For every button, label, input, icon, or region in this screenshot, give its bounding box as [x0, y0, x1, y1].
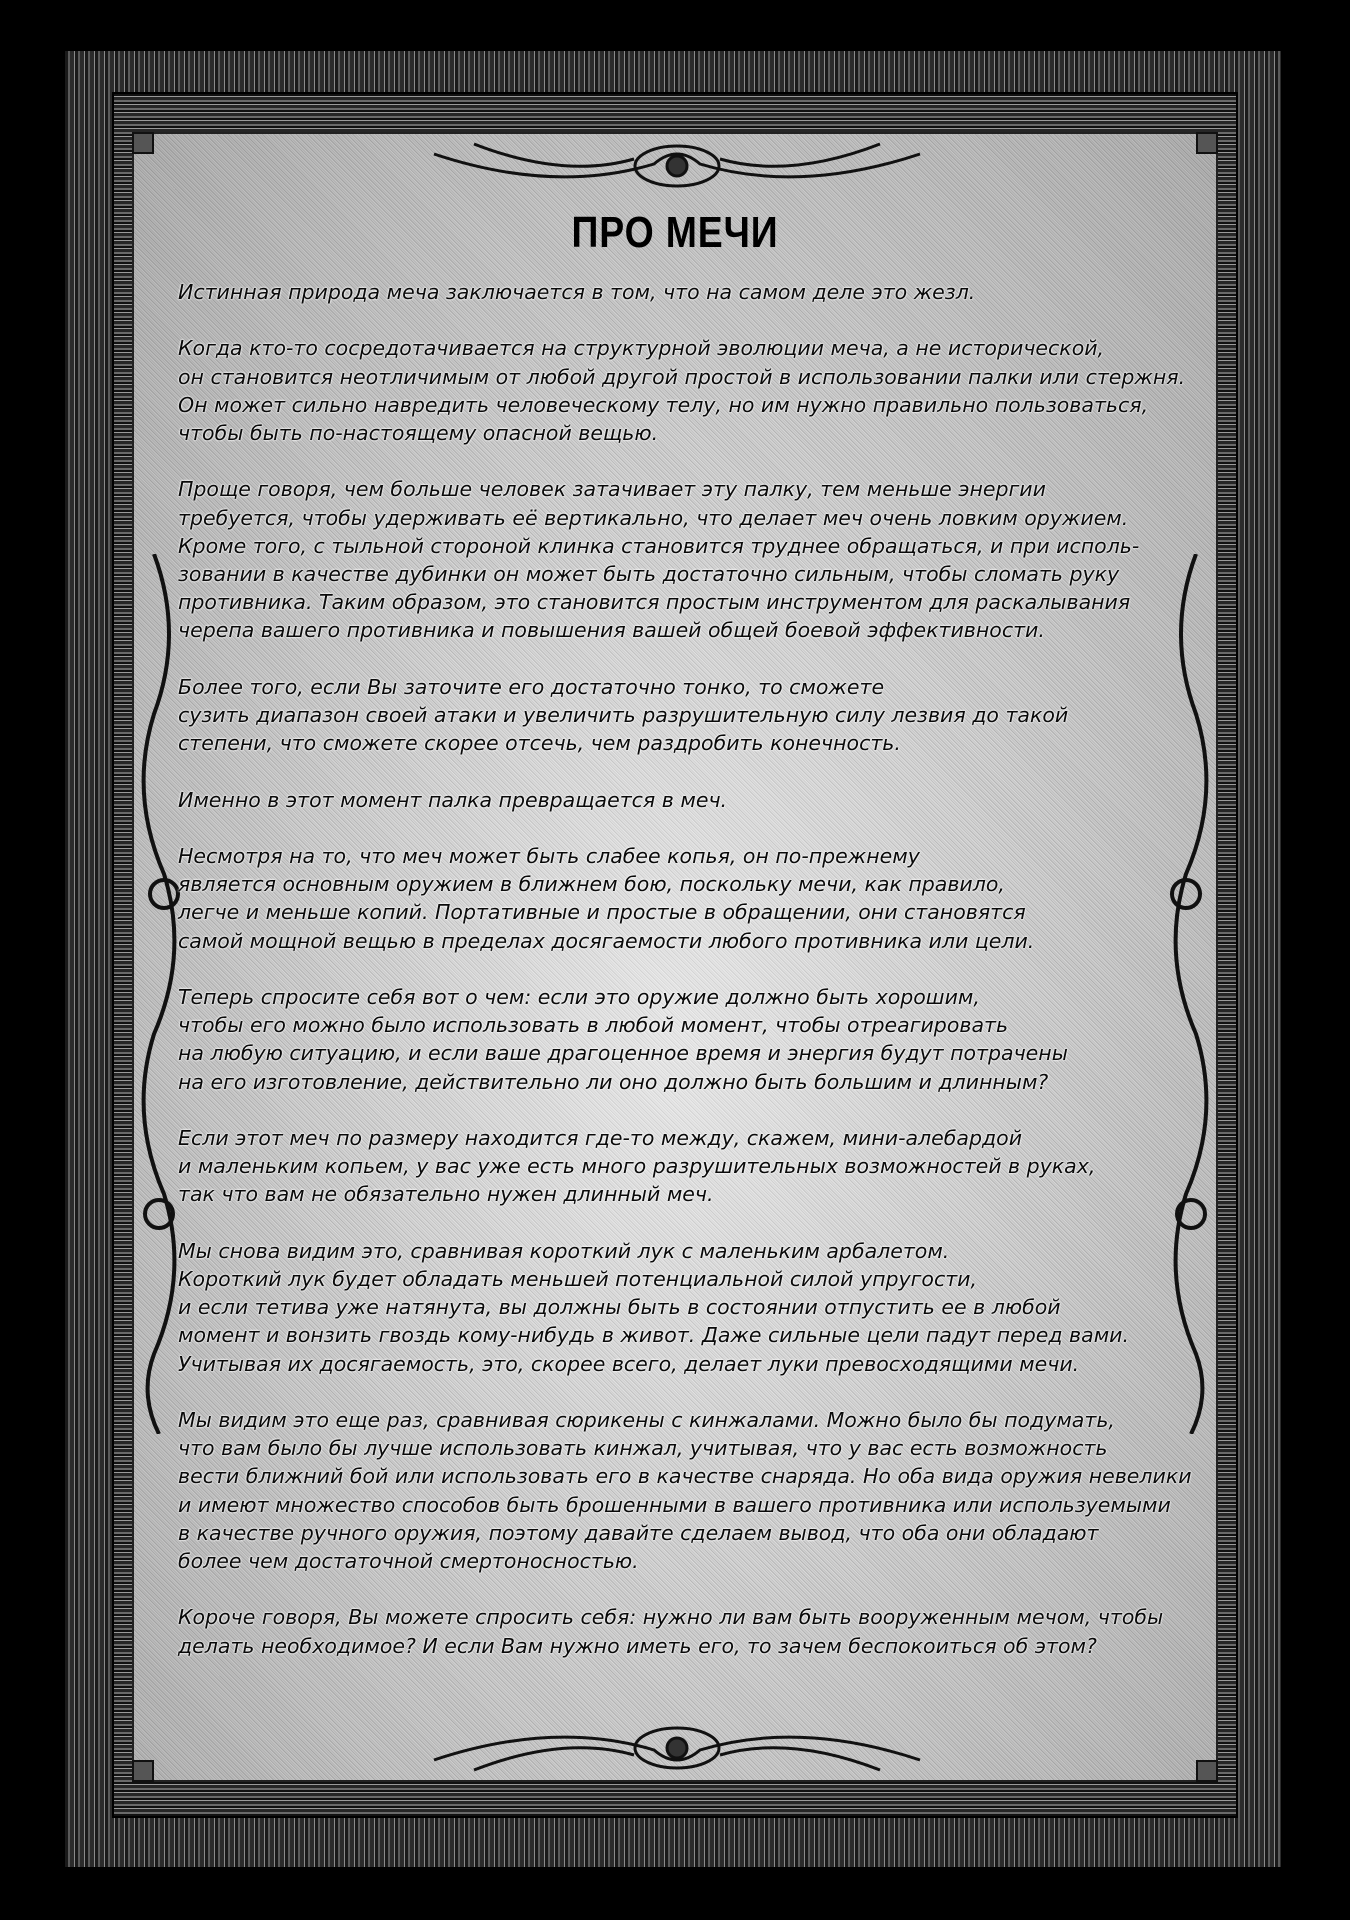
bottom-ornament: [134, 1710, 1220, 1780]
text-line: так что вам не обязательно нужен длинный меч.: [178, 1182, 714, 1207]
text-line: чтобы быть по-настоящему опасной вещью.: [178, 421, 659, 445]
text-line: Истинная природа меча заключается в том, что на самом деле это жезл.: [178, 280, 976, 304]
text-line: Короткий лук будет обладать меньшей потенциальной силой упругости,: [178, 1266, 978, 1291]
top-ornament: [134, 134, 1220, 204]
text-line: более чем достаточной смертоносностью.: [178, 1549, 639, 1573]
text-line: степени, что сможете скорее отсечь, чем раздробить конечность.: [178, 731, 901, 756]
text-line: противника. Таким образом, это становится простым инструментом для раскалывания: [178, 590, 1131, 615]
paragraph: [178, 1406, 1238, 1575]
paragraph: [178, 334, 1238, 447]
text-line: Кроме того, с тыльной стороной клинка становится труднее обращаться, и при исполь-: [178, 533, 1140, 558]
body-text: [178, 278, 1238, 1688]
text-line: зовании в качестве дубинки он может быть достаточно сильным, чтобы сломать руку: [178, 562, 1120, 586]
text-line: Короче говоря, Вы можете спросить себя: нужно ли вам быть вооруженным мечом, чтобы: [178, 1605, 1164, 1630]
text-line: Когда кто-то сосредотачивается на структурной эволюции меча, а не исторической,: [178, 336, 1105, 361]
text-line: Учитывая их досягаемость, это, скорее всего, делает луки превосходящими мечи.: [178, 1351, 1080, 1376]
text-line: в качестве ручного оружия, поэтому давайте сделаем вывод, что оба они обладают: [178, 1520, 1099, 1545]
text-line: сузить диапазон своей атаки и увеличить разрушительную силу лезвия до такой: [178, 703, 1069, 727]
page-title: ПРО МЕЧИ: [571, 208, 779, 257]
paragraph: [178, 1124, 1238, 1209]
text-line: на любую ситуацию, и если ваше драгоценное время и энергия будут потрачены: [178, 1041, 1068, 1066]
text-line: на его изготовление, действительно ли оно должно быть большим и длинным?: [178, 1069, 1049, 1094]
text-line: является основным оружием в ближнем бою, поскольку мечи, как правило,: [178, 872, 1005, 897]
text-line: и если тетива уже натянута, вы должны быть в состоянии отпустить ее в любой: [178, 1295, 1061, 1320]
text-line: легче и меньше копий. Портативные и простые в обращении, они становятся: [178, 900, 1026, 925]
paragraph: [178, 278, 1238, 306]
paragraph: [178, 842, 1238, 955]
text-line: делать необходимое? И если Вам нужно иметь его, то зачем беспокоиться об этом?: [178, 1633, 1097, 1658]
text-line: Более того, если Вы заточите его достаточно тонко, то сможете: [178, 674, 885, 699]
text-line: Проще говоря, чем больше человек затачивает эту палку, тем меньше энергии: [178, 477, 1046, 502]
paragraph: [178, 983, 1238, 1096]
paragraph: [178, 1603, 1238, 1659]
corner-nail-top-right: [1196, 132, 1218, 154]
text-line: Несмотря на то, что меч может быть слабее копья, он по-прежнему: [178, 843, 920, 868]
text-line: Мы видим это еще раз, сравнивая сюрикены с кинжалами. Можно было бы подумать,: [178, 1407, 1115, 1432]
text-line: Он может сильно навредить человеческому телу, но им нужно правильно пользоваться,: [178, 392, 1149, 417]
paragraph: [178, 673, 1238, 758]
corner-nail-bottom-right: [1196, 1760, 1218, 1782]
text-line: Именно в этот момент палка превращается в меч.: [178, 787, 728, 812]
text-line: черепа вашего противника и повышения вашей общей боевой эффективности.: [178, 618, 1045, 643]
text-line: и маленьким копьем, у вас уже есть много разрушительных возможностей в руках,: [178, 1154, 1096, 1179]
paragraph: [178, 475, 1238, 644]
text-line: Мы снова видим это, сравнивая короткий лук с маленьким арбалетом.: [178, 1238, 950, 1263]
corner-nail-top-left: [132, 132, 154, 154]
text-line: требуется, чтобы удерживать её вертикально, что делает меч очень ловким оружием.: [178, 505, 1129, 530]
paragraph: [178, 786, 1238, 814]
text-line: что вам было бы лучше использовать кинжал, учитывая, что у вас есть возможность: [178, 1436, 1108, 1461]
text-line: момент и вонзить гвоздь кому-нибудь в живот. Даже сильные цели падут перед вами.: [178, 1323, 1130, 1348]
corner-nail-bottom-left: [132, 1760, 154, 1782]
text-line: и имеют множество способов быть брошенными в вашего противника или используемыми: [178, 1492, 1171, 1517]
paragraph: [178, 1237, 1238, 1378]
text-line: он становится неотличимым от любой другой простой в использовании палки или стержня.: [178, 364, 1186, 389]
text-line: самой мощной вещью в пределах досягаемости любого противника или цели.: [178, 928, 1035, 953]
text-line: Теперь спросите себя вот о чем: если это оружие должно быть хорошим,: [178, 984, 980, 1009]
text-line: вести ближний бой или использовать его в качестве снаряда. Но оба вида оружия невелики: [178, 1464, 1192, 1489]
text-line: Если этот меч по размеру находится где-то между, скажем, мини-алебардой: [178, 1125, 1023, 1150]
text-line: чтобы его можно было использовать в любой момент, чтобы отреагировать: [178, 1013, 1009, 1038]
